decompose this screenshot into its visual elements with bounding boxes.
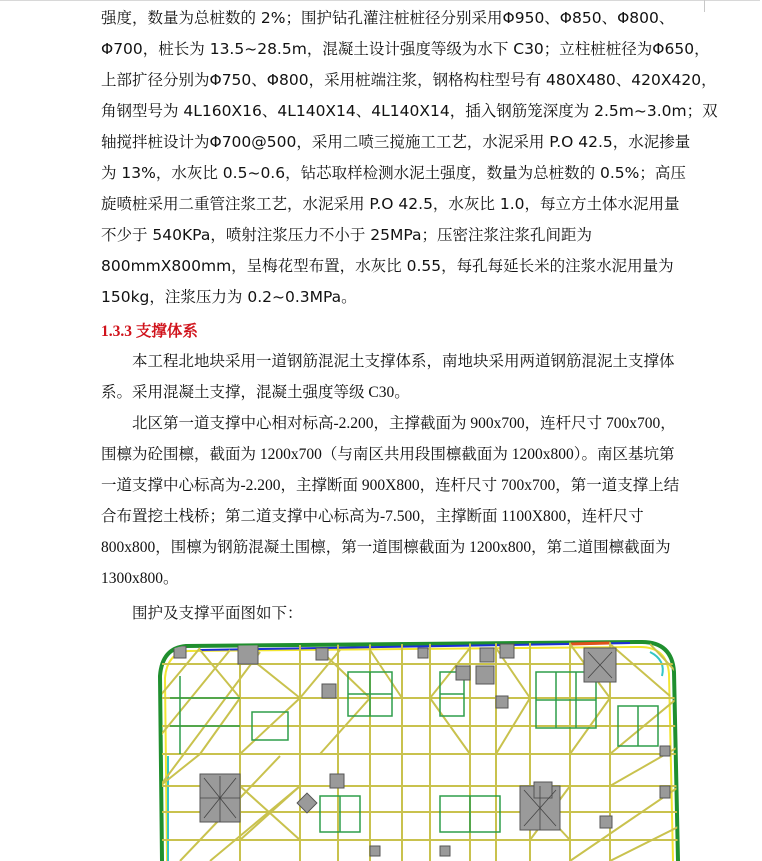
north-edge-mark xyxy=(570,643,610,644)
text-line: 本工程北地块采用一道钢筋混泥土支撑体系，南地块采用两道钢筋混泥土支撑体 xyxy=(132,353,675,370)
text-line: 强度，数量为总桩数的 2%；围护钻孔灌注桩桩径分别采用Φ950、Φ850、Φ800、 xyxy=(101,9,675,27)
paragraph-support-detail xyxy=(101,408,693,594)
text-line: 角钢型号为 4L160X16、4L140X14、4L140X14，插入钢筋笼深度为 2.5m~3.0m；双 xyxy=(101,102,718,120)
text-line: 轴搅拌桩设计为Φ700@500，采用二喷三搅施工工艺，水泥采用 P.O 42.5，水泥掺量 xyxy=(101,133,691,151)
text-line: 围护及支撑平面图如下： xyxy=(132,605,303,622)
plan-drawing-icon xyxy=(140,636,682,861)
text-line: 为 13%，水灰比 0.5~0.6，钻芯取样检测水泥土强度，数量为总桩数的 0.5%；高压 xyxy=(101,164,686,182)
paragraph-piles xyxy=(101,3,718,313)
text-line: 围檩为砼围檩，截面为 1200x700（与南区共用段围檩截面为 1200x800）。南区基坑第 xyxy=(101,446,675,463)
text-line: 北区第一道支撑中心相对标高-2.200，主撑截面为 900x700，连杆尺寸 700x700， xyxy=(132,415,676,432)
text-line: 150kg，注浆压力为 0.2~0.3MPa。 xyxy=(101,288,357,306)
text-line: 合布置挖土栈桥；第二道支撑中心标高为-7.500，主撑断面 1100X800，连杆尺寸 xyxy=(101,508,644,525)
text-line: Φ700，桩长为 13.5~28.5m，混凝土设计强度等级为水下 C30；立柱桩桩径为Φ650， xyxy=(101,40,710,58)
text-line: 旋喷桩采用二重管注浆工艺，水泥采用 P.O 42.5，水灰比 1.0，每立方土体水泥用量 xyxy=(101,195,680,213)
column-piles xyxy=(144,644,670,856)
section-heading: 1.3.3 支撑体系 xyxy=(101,323,198,340)
paragraph-support-system xyxy=(101,346,693,408)
text-line: 上部扩径分别为Φ750、Φ800，采用桩端注浆，钢格构柱型号有 480X480、420X420， xyxy=(101,71,717,89)
figure-caption xyxy=(101,598,693,629)
text-line: 系。采用混凝土支撑，混凝土强度等级 C30。 xyxy=(101,384,410,401)
text-line: 800mmX800mm，呈梅花型布置，水灰比 0.55，每孔每延长米的注浆水泥用量为 xyxy=(101,257,674,275)
text-line: 一道支撑中心标高为-2.200，主撑断面 900X800，连杆尺寸 700x700，第一道支撑上结 xyxy=(101,477,680,494)
text-line: 1300x800。 xyxy=(101,570,179,587)
text-line: 800x800，围檩为钢筋混凝土围檩，第一道围檩截面为 1200x800，第二道围檩截面为 xyxy=(101,539,671,556)
text-line: 不少于 540KPa，喷射注浆压力不小于 25MPa；压密注浆注浆孔间距为 xyxy=(101,226,592,244)
ruler-mark xyxy=(704,0,705,12)
